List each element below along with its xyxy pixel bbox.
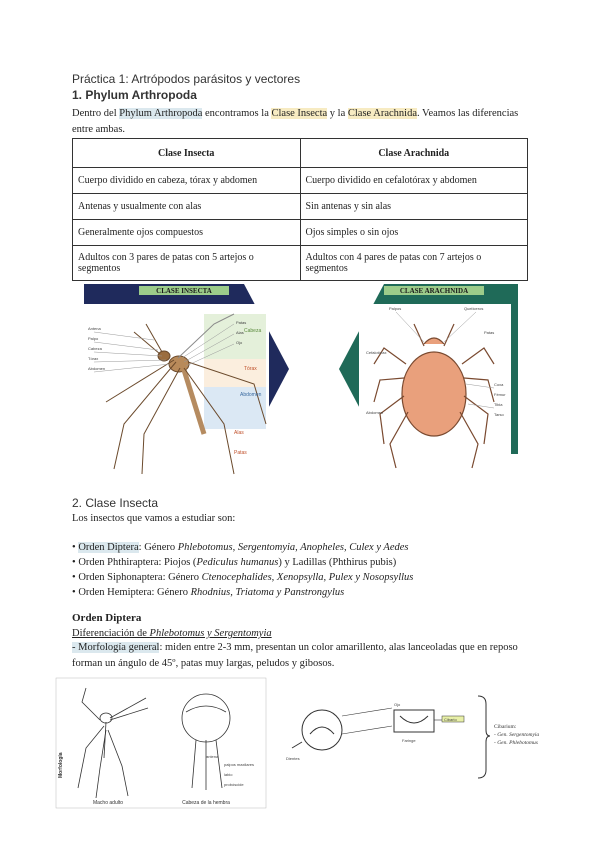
bracket — [478, 696, 490, 778]
region-tag: Abdomen — [240, 392, 262, 398]
table-cell: Sin antenas y sin alas — [300, 194, 528, 220]
arachnid-tag: Palpos — [389, 306, 402, 311]
intro-text: y la — [327, 108, 348, 119]
bracket-line: - Gen. Sergentomyia — [494, 732, 540, 738]
insect-tag: Alas — [236, 330, 244, 335]
order-name: Orden Siphonaptera — [78, 572, 163, 583]
insect-tag: Tórax — [88, 356, 99, 361]
insect-tag: Ojo — [236, 340, 243, 345]
caption-macho-adulto: Macho adulto — [92, 800, 124, 806]
section2-intro: Los insectos que vamos a estudiar son: — [72, 513, 236, 524]
table-cell: Generalmente ojos compuestos — [73, 220, 301, 246]
order-name: Orden Phthiraptera — [78, 557, 159, 568]
highlight-insecta: Clase Insecta — [271, 108, 328, 119]
head-outline — [292, 710, 342, 750]
morphology-label: - Morfología general — [72, 642, 160, 653]
insect-tag: Cabeza — [88, 346, 102, 351]
table-cell: Cuerpo dividido en cefalotórax y abdomen — [300, 168, 528, 194]
intro-text: entre ambas. — [72, 124, 126, 135]
table-cell: Ojos simples o sin ojos — [300, 220, 528, 246]
figure2-part: palpos maxilares — [224, 762, 255, 767]
order-genera: Ctenocephalides, Xenopsylla, Pulex y Nosopsyllus — [201, 572, 414, 583]
caption-cabeza-hembra: Cabeza de la hembra — [182, 800, 230, 806]
arachnid-tag: Tarso — [494, 412, 504, 417]
region-tag: Patas — [234, 450, 247, 456]
subheading-italic: Phlebotomus y Sergentomyia — [149, 628, 272, 639]
arachnid-tag: Fémur — [494, 392, 506, 397]
highlight-phylum: Phylum Arthropoda — [119, 108, 203, 119]
list-item: • Orden Diptera: Género Phlebotomus, Sergentomyia, Anopheles, Culex y Aedes — [72, 542, 409, 553]
subheading-text: Diferenciación de — [72, 628, 150, 639]
order-genera: Pediculus humanus — [196, 557, 279, 568]
list-item: • Orden Hemiptera: Género Rhodnius, Triatoma y Panstrongylus — [72, 587, 345, 598]
region-tag: Tórax — [244, 366, 257, 372]
section-heading-insecta: 2. Clase Insecta — [72, 496, 159, 510]
insect-tag: Palpo — [88, 336, 99, 341]
figure2-part: labio — [224, 772, 233, 777]
section1-intro — [72, 106, 532, 138]
side-label-morfologia: Morfología — [58, 752, 64, 778]
order-prefix: : Piojos ( — [158, 557, 197, 568]
insect-tag: Abdomen — [88, 366, 106, 371]
morphology-text: : miden entre 2-3 mm, presentan un color amarillento, alas lanceoladas que en reposo — [159, 642, 518, 653]
order-name: Orden Diptera — [78, 542, 139, 553]
comparison-table — [72, 138, 528, 281]
figure-insecta-arachnida — [84, 284, 518, 484]
heading-orden-diptera: Orden Diptera — [72, 612, 142, 624]
table-row — [73, 168, 528, 194]
intro-text: encontramos la — [202, 108, 272, 119]
diptera-morphology — [72, 640, 542, 672]
table-cell: Adultos con 3 pares de patas con 5 artejos o segmentos — [73, 246, 301, 281]
figure3-part: Faringe — [402, 738, 416, 743]
order-name: Orden Hemiptera — [78, 587, 152, 598]
arachnid-tag: Abdomen — [366, 410, 384, 415]
order-prefix: : Género — [138, 542, 178, 553]
figure-cibarium — [282, 690, 540, 790]
table-cell: Adultos con 4 pares de patas con 7 artejos o segmentos — [300, 246, 528, 281]
page-title: Práctica 1: Artrópodos parásitos y vectores — [72, 72, 301, 86]
table-row — [73, 194, 528, 220]
morphology-text: forman un ángulo de 45º, patas muy largas, peludos y gibosos. — [72, 658, 335, 669]
arachnid-tag: Quelíceros — [464, 306, 484, 311]
figure3-part: Cibario — [444, 717, 457, 722]
list-item: • Orden Phthiraptera: Piojos (Pediculus humanus) y Ladillas (Phthirus pubis) — [72, 557, 397, 568]
order-genera: Phlebotomus, Sergentomyia, Anopheles, Culex y Aedes — [177, 542, 409, 553]
order-genera: Rhodnius, Triatoma y Panstrongylus — [190, 587, 345, 598]
table-row — [73, 220, 528, 246]
arachnid-tag: Coxa — [494, 382, 504, 387]
table-cell: Cuerpo dividido en cabeza, tórax y abdomen — [73, 168, 301, 194]
order-prefix: : Género — [151, 587, 191, 598]
label-clase-insecta: CLASE INSECTA — [156, 287, 212, 295]
table-row — [73, 246, 528, 281]
figure2-part: antena — [206, 754, 219, 759]
insect-tag: Patas — [236, 320, 247, 325]
arachnid-tag: Patas — [484, 330, 495, 335]
figure3-part: Dientes — [286, 756, 300, 761]
intro-text: Dentro del — [72, 108, 120, 119]
arachnid-tag: Cefalotórax — [366, 350, 387, 355]
insect-tag: Antena — [88, 326, 101, 331]
figure2-part: probóscide — [224, 782, 244, 787]
intro-text: . Veamos las diferencias — [416, 108, 519, 119]
figure-sandfly-morphology — [56, 678, 266, 808]
order-prefix: : Género — [162, 572, 202, 583]
bracket-line: - Gen. Phlebotomus — [494, 740, 538, 746]
order-suffix: ) y Ladillas (Phthirus pubis) — [278, 557, 397, 568]
highlight-arachnida: Clase Arachnida — [347, 108, 417, 119]
list-item: • Orden Siphonaptera: Género Ctenocephalides, Xenopsylla, Pulex y Nosopsyllus — [72, 572, 414, 583]
orders-list — [72, 540, 542, 600]
bracket-line: Cibarium: — [494, 724, 517, 730]
section-heading-phylum: 1. Phylum Arthropoda — [72, 88, 197, 102]
table-header: Clase Insecta — [73, 139, 301, 168]
figure3-part: Ojo — [394, 702, 401, 707]
arachnid-tag: Tibia — [494, 402, 503, 407]
cibarium-drawing — [394, 710, 434, 732]
table-header: Clase Arachnida — [300, 139, 528, 168]
table-cell: Antenas y usualmente con alas — [73, 194, 301, 220]
region-tag: Cabeza — [244, 328, 262, 334]
label-clase-arachnida: CLASE ARACHNIDA — [399, 287, 469, 295]
region-tag: Alas — [234, 430, 244, 436]
table-header-row — [73, 139, 528, 168]
